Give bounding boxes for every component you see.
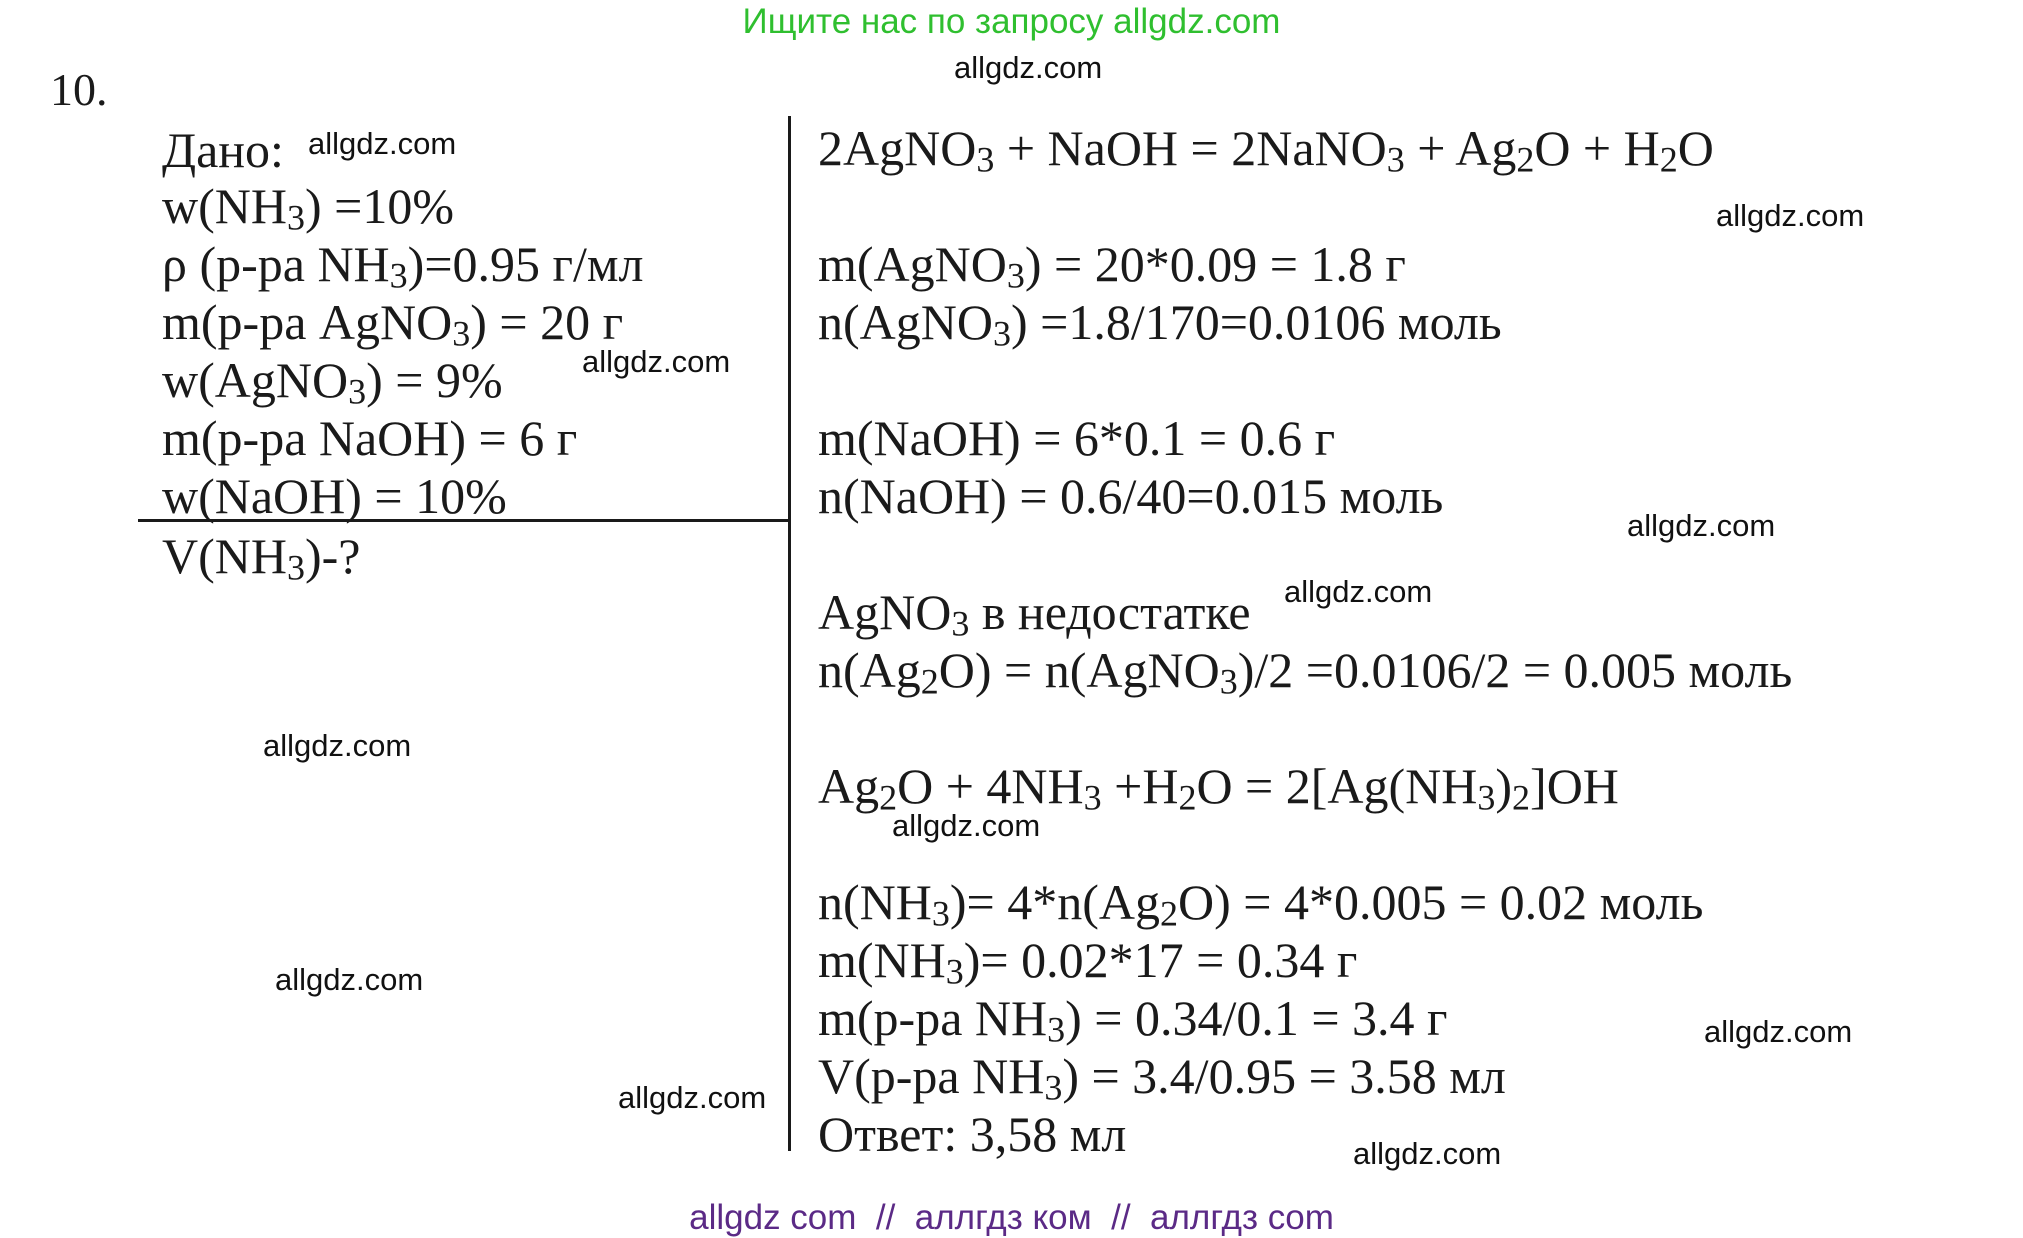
find-line: V(NH3)-? — [162, 528, 361, 588]
watermark: allgdz.com — [1704, 1014, 1853, 1049]
given-line: m(р-ра NaOH) = 6 г — [162, 410, 578, 466]
solution-line-n-nh3: n(NH3)= 4*n(Ag2O) = 4*0.005 = 0.02 моль — [818, 874, 1704, 934]
given-line: ρ (р-ра NH3)=0.95 г/мл — [162, 236, 644, 296]
given-heading: Дано: — [162, 122, 284, 178]
top-banner: Ищите нас по запросу allgdz.com — [742, 2, 1281, 41]
solution-line-m-solution-nh3: m(р-ра NH3) = 0.34/0.1 = 3.4 г — [818, 990, 1448, 1050]
solution-line-deficit: AgNO3 в недостатке — [818, 584, 1251, 644]
solution-line-m-agno3: m(AgNO3) = 20*0.09 = 1.8 г — [818, 236, 1406, 296]
solution-line-n-ag2o: n(Ag2O) = n(AgNO3)/2 =0.0106/2 = 0.005 моль — [818, 642, 1793, 702]
solution-line-n-agno3: n(AgNO3) =1.8/170=0.0106 моль — [818, 294, 1502, 354]
solution-line-m-nh3: m(NH3)= 0.02*17 = 0.34 г — [818, 932, 1358, 992]
watermark: allgdz.com — [1284, 574, 1433, 609]
watermark: allgdz.com — [1627, 508, 1776, 543]
watermark: allgdz.com — [954, 50, 1103, 85]
watermark: allgdz.com — [618, 1080, 767, 1115]
watermark: allgdz.com — [263, 728, 412, 763]
given-line: w(NH3) =10% — [162, 178, 454, 238]
given-line: w(AgNO3) = 9% — [162, 352, 503, 412]
solution-line-v-solution-nh3: V(р-ра NH3) = 3.4/0.95 = 3.58 мл — [818, 1048, 1506, 1108]
reaction-equation-2: Ag2O + 4NH3 +H2O = 2[Ag(NH3)2]OH — [818, 758, 1619, 818]
solution-line-n-naoh: n(NaOH) = 0.6/40=0.015 моль — [818, 468, 1444, 524]
reaction-equation-1: 2AgNO3 + NaOH = 2NaNO3 + Ag2O + H2O — [818, 120, 1714, 180]
vertical-divider — [788, 116, 791, 1151]
watermark: allgdz.com — [275, 962, 424, 997]
problem-number: 10. — [50, 64, 108, 115]
answer-line: Ответ: 3,58 мл — [818, 1106, 1127, 1162]
watermark: allgdz.com — [1353, 1136, 1502, 1171]
watermark: allgdz.com — [308, 126, 457, 161]
watermark: allgdz.com — [582, 344, 731, 379]
footer-banner: allgdz com // аллгдз ком // аллгдз com — [689, 1198, 1334, 1237]
solution-line-m-naoh: m(NaOH) = 6*0.1 = 0.6 г — [818, 410, 1336, 466]
watermark: allgdz.com — [892, 808, 1041, 843]
watermark: allgdz.com — [1716, 198, 1865, 233]
given-line: w(NaOH) = 10% — [162, 468, 507, 524]
given-line: m(р-ра AgNO3) = 20 г — [162, 294, 624, 354]
